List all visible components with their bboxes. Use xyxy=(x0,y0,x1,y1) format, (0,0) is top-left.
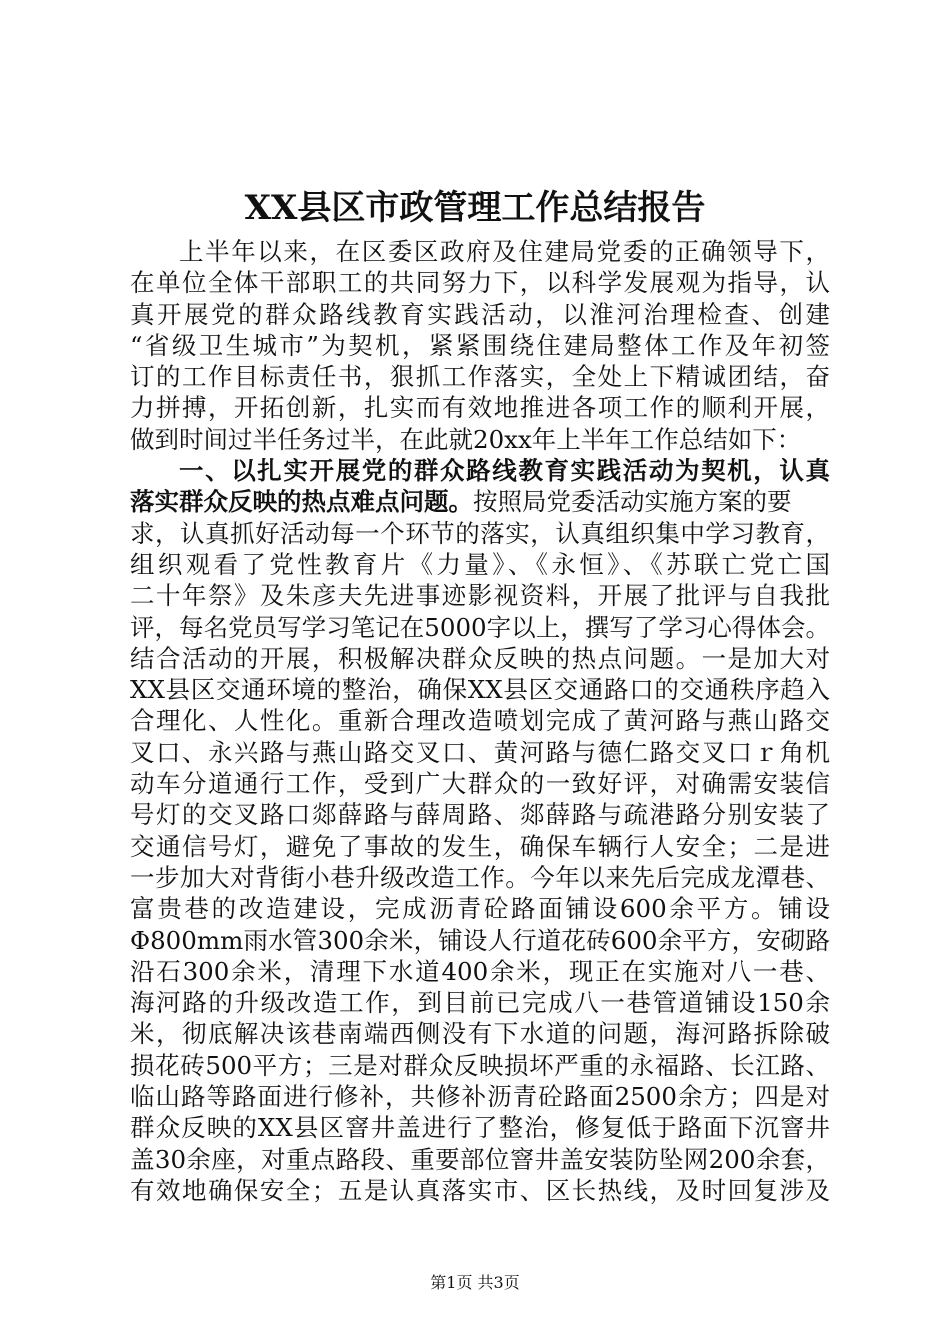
paragraph-line: 沿石300余米，清理下水道400余米，现正在实施对八一巷、 xyxy=(130,956,830,986)
section-heading-line: 一、以扎实开展党的群众路线教育实践活动为契机，认真 xyxy=(179,456,830,486)
paragraph-line: Φ800mm雨水管300余米，铺设人行道花砖600余平方，安砌路 xyxy=(130,925,830,955)
paragraph-line: 订的工作目标责任书，狠抓工作落实，全处上下精诚团结，奋 xyxy=(130,362,830,392)
paragraph-line: 一步加大对背街小巷升级改造工作。今年以来先后完成龙潭巷、 xyxy=(130,862,830,892)
paragraph-line: 交通信号灯，避免了事故的发生，确保车辆行人安全；二是进 xyxy=(130,831,830,861)
paragraph-line: 做到时间过半任务过半，在此就20xx年上半年工作总结如下： xyxy=(130,424,802,454)
page-footer: 第1页 共3页 xyxy=(430,1273,520,1292)
paragraph-line: 叉口、永兴路与燕山路交叉口、黄河路与德仁路交叉口ｒ角机 xyxy=(130,737,830,767)
paragraph-line: 求，认真抓好活动每一个环节的落实，认真组织集中学习教育， xyxy=(130,518,830,548)
paragraph-line: 真开展党的群众路线教育实践活动，以淮河治理检查、创建 xyxy=(130,299,830,329)
paragraph-line: 号灯的交叉路口郯薛路与薛周路、郯薛路与疏港路分别安装了 xyxy=(130,800,830,830)
paragraph-line: 结合活动的开展，积极解决群众反映的热点问题。一是加大对 xyxy=(130,643,830,673)
paragraph-line: 评，每名党员写学习笔记在5000字以上，撰写了学习心得体会。 xyxy=(130,612,830,642)
paragraph-line: 富贵巷的改造建设，完成沥青砼路面铺设600余平方。铺设 xyxy=(130,894,830,924)
document-title: XX县区市政管理工作总结报告 xyxy=(244,188,706,228)
paragraph-line: 动车分道通行工作，受到广大群众的一致好评，对确需安装信 xyxy=(130,769,830,799)
paragraph-line: 海河路的升级改造工作，到目前已完成八一巷管道铺设150余 xyxy=(130,988,830,1018)
paragraph-line: XX县区交通环境的整治，确保XX县区交通路口的交通秩序趋入 xyxy=(130,675,830,705)
paragraph-line: 组织观看了党性教育片《力量》、《永恒》、《苏联亡党亡国 xyxy=(130,549,830,579)
section-heading-tail: 落实群众反映的热点难点问题。 xyxy=(130,487,473,517)
paragraph-line: 米，彻底解决该巷南端西侧没有下水道的问题，海河路拆除破 xyxy=(130,1019,830,1049)
paragraph-line: “省级卫生城市”为契机，紧紧围绕住建局整体工作及年初签 xyxy=(130,330,830,360)
paragraph-line-mixed xyxy=(130,486,830,517)
paragraph-line: 损花砖500平方；三是对群众反映损坏严重的永福路、长江路、 xyxy=(130,1050,830,1080)
paragraph-line: 在单位全体干部职工的共同努力下，以科学发展观为指导，认 xyxy=(130,268,830,298)
paragraph-line: 二十年祭》及朱彦夫先进事迹影视资料，开展了批评与自我批 xyxy=(130,581,830,611)
paragraph-line: 有效地确保安全；五是认真落实市、区长热线，及时回复涉及 xyxy=(130,1175,830,1205)
paragraph-text: 按照局党委活动实施方案的要 xyxy=(473,487,792,517)
paragraph-line: 上半年以来，在区委区政府及住建局党委的正确领导下， xyxy=(179,237,830,266)
document-body xyxy=(130,236,830,1206)
paragraph-line: 群众反映的XX县区窨井盖进行了整治，修复低于路面下沉窨井 xyxy=(130,1113,830,1143)
paragraph-line: 力拼搏，开拓创新，扎实而有效地推进各项工作的顺利开展， xyxy=(130,393,830,423)
paragraph-line: 合理化、人性化。重新合理改造喷划完成了黄河路与燕山路交 xyxy=(130,706,830,736)
paragraph-line: 临山路等路面进行修补，共修补沥青砼路面2500余方；四是对 xyxy=(130,1082,830,1112)
paragraph-line: 盖30余座，对重点路段、重要部位窨井盖安装防坠网200余套， xyxy=(130,1144,830,1174)
